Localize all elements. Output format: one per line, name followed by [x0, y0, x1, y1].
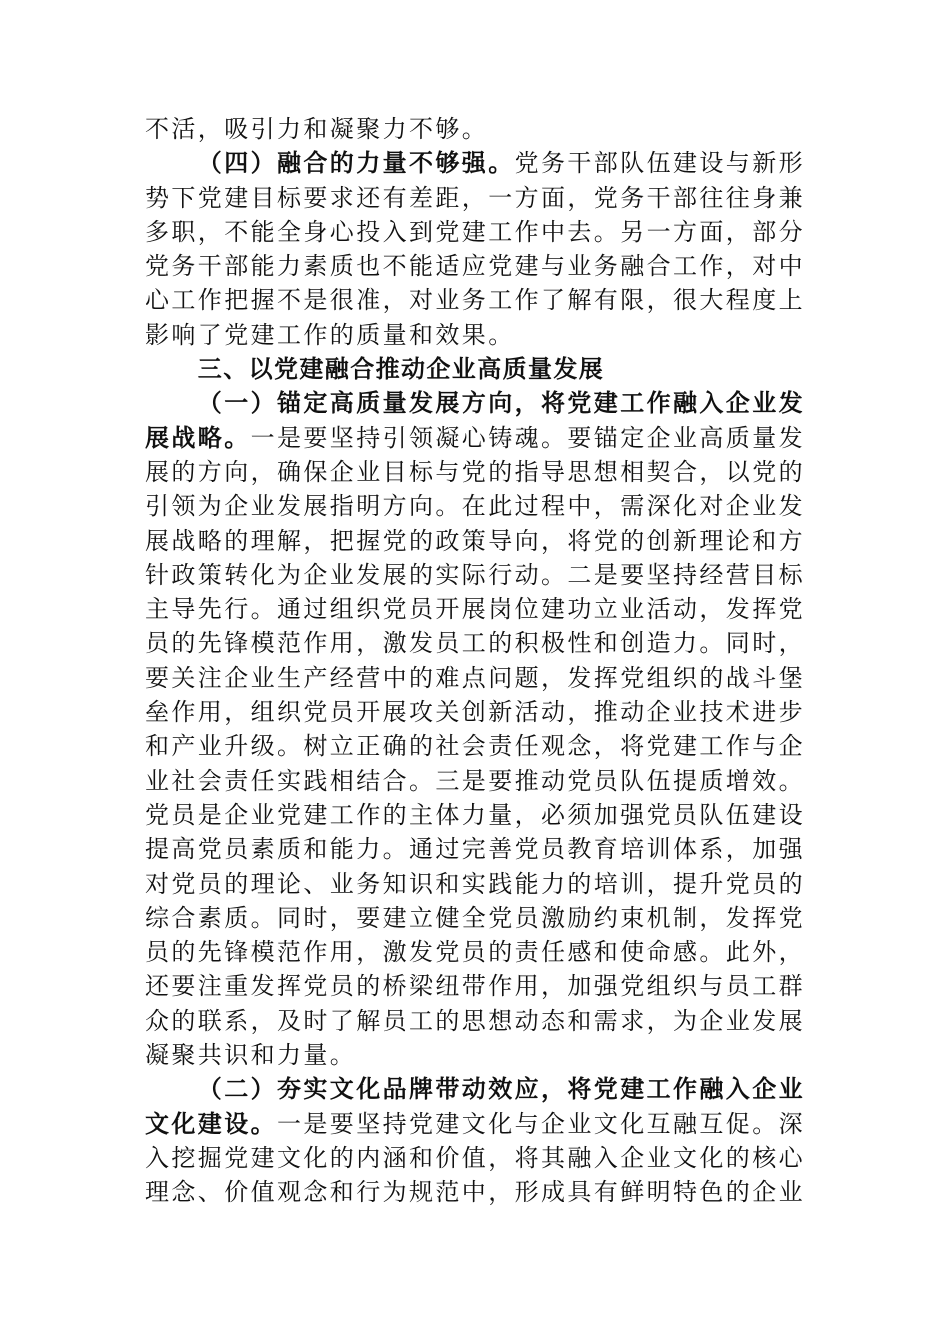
body-line [145, 1141, 807, 1175]
line-text: 多职，不能全身心投入到党建工作中去。另一方面，部分 [145, 217, 805, 246]
line-text: 主导先行。通过组织党员开展岗位建功立业活动，发挥党 [145, 595, 805, 624]
subheading-lead: 文化建设。 [145, 1109, 277, 1138]
body-line [145, 455, 807, 489]
body-line [145, 524, 807, 558]
line-text: 党务干部能力素质也不能适应党建与业务融合工作，对中 [145, 252, 805, 281]
body-line [145, 626, 807, 660]
line-text: 引领为企业发展指明方向。在此过程中，需深化对企业发 [145, 492, 805, 521]
body-line [145, 729, 807, 763]
body-line [145, 249, 807, 283]
body-line [145, 283, 807, 317]
body-line [145, 146, 807, 180]
line-text: 综合素质。同时，要建立健全党员激励约束机制，发挥党 [145, 903, 805, 932]
body-line [145, 764, 807, 798]
body-line [145, 489, 807, 523]
line-text: 业社会责任实践相结合。三是要推动党员队伍提质增效。 [145, 766, 805, 795]
line-text: 要关注企业生产经营中的难点问题，发挥党组织的战斗堡 [145, 663, 805, 692]
line-text: 入挖掘党建文化的内涵和价值，将其融入企业文化的核心 [145, 1143, 805, 1172]
subheading-lead: （二）夯实文化品牌带动效应，将党建工作融入企业 [197, 1075, 805, 1104]
body-line [145, 1004, 807, 1038]
document-body [145, 112, 807, 1210]
line-text: 垒作用，组织党员开展攻关创新活动，推动企业技术进步 [145, 698, 805, 727]
line-text: 不活，吸引力和凝聚力不够。 [145, 115, 489, 143]
body-line [145, 661, 807, 695]
line-text: 势下党建目标要求还有差距，一方面，党务干部往往身兼 [145, 183, 805, 212]
line-text: 一是要坚持引领凝心铸魂。要锚定企业高质量发 [250, 423, 806, 452]
body-line [145, 318, 807, 352]
line-text: 展的方向，确保企业目标与党的指导思想相契合，以党的 [145, 457, 805, 486]
subheading-lead: （四）融合的力量不够强。 [197, 149, 515, 178]
line-text: 员的先锋模范作用，激发员工的积极性和创造力。同时， [145, 629, 805, 658]
line-text: 员的先锋模范作用，激发党员的责任感和使命感。此外， [145, 938, 805, 967]
heading-text: 三、以党建融合推动企业高质量发展 [197, 355, 605, 384]
body-line [145, 421, 807, 455]
body-line [145, 695, 807, 729]
body-line [145, 112, 807, 146]
line-text: 针政策转化为企业发展的实际行动。二是要坚持经营目标 [145, 560, 805, 589]
section-heading [145, 352, 807, 386]
body-line [145, 386, 807, 420]
line-text: 心工作把握不是很准，对业务工作了解有限，很大程度上 [145, 286, 805, 315]
line-text: 众的联系，及时了解员工的思想动态和需求，为企业发展 [145, 1006, 805, 1035]
body-line [145, 592, 807, 626]
body-line [145, 181, 807, 215]
body-line [145, 969, 807, 1003]
subheading-lead: 展战略。 [145, 423, 251, 452]
subheading-lead: （一）锚定高质量发展方向，将党建工作融入企业发 [197, 389, 805, 418]
body-line [145, 935, 807, 969]
body-line [145, 901, 807, 935]
line-text: 凝聚共识和力量。 [145, 1041, 357, 1070]
line-text: 一是要坚持党建文化与企业文化互融互促。深 [277, 1109, 805, 1138]
body-line [145, 832, 807, 866]
line-text: 党务干部队伍建设与新形 [514, 149, 806, 178]
line-text: 提高党员素质和能力。通过完善党员教育培训体系，加强 [145, 835, 805, 864]
body-line [145, 798, 807, 832]
body-line [145, 867, 807, 901]
line-text: 和产业升级。树立正确的社会责任观念，将党建工作与企 [145, 732, 805, 761]
body-line [145, 1072, 807, 1106]
body-line [145, 215, 807, 249]
line-text: 理念、价值观念和行为规范中，形成具有鲜明特色的企业 [145, 1178, 805, 1207]
body-line [145, 1107, 807, 1141]
body-line [145, 558, 807, 592]
line-text: 影响了党建工作的质量和效果。 [145, 320, 515, 349]
line-text: 展战略的理解，把握党的政策导向，将党的创新理论和方 [145, 526, 805, 555]
body-line [145, 1175, 807, 1209]
line-text: 还要注重发挥党员的桥梁纽带作用，加强党组织与员工群 [145, 972, 805, 1001]
line-text: 对党员的理论、业务知识和实践能力的培训，提升党员的 [145, 869, 805, 898]
body-line [145, 1038, 807, 1072]
line-text: 党员是企业党建工作的主体力量，必须加强党员队伍建设 [145, 800, 805, 829]
